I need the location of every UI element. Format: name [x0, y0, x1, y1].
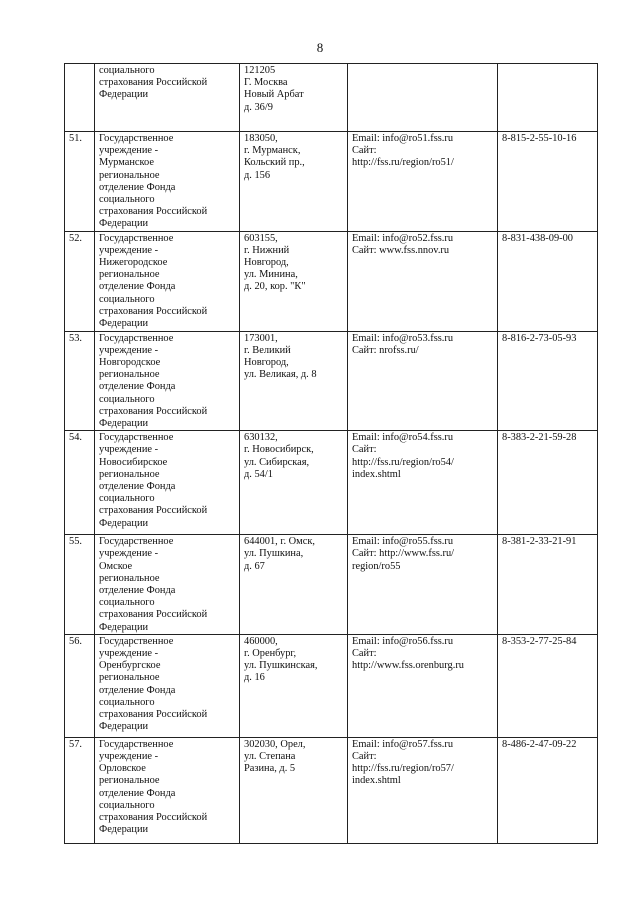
table-row [65, 64, 598, 132]
phone-number: 8-815-2-55-10-16 [498, 132, 598, 232]
organization-name: Государственное учреждение - Оренбургское региональное отделение Фонда социального страхования Российской Федерации [95, 634, 240, 737]
organization-name: Государственное учреждение - Новосибирское региональное отделение Фонда социального страхования Российской Федерации [95, 431, 240, 535]
phone-number: 8-831-438-09-00 [498, 231, 598, 331]
postal-address: 121205 Г. Москва Новый Арбат д. 36/9 [240, 64, 348, 132]
phone-number: 8-816-2-73-05-93 [498, 331, 598, 431]
row-number: 54. [65, 431, 95, 535]
row-number: 57. [65, 737, 95, 843]
table-row [65, 634, 598, 737]
email-and-website: Email: info@ro57.fss.ru Сайт: http://fss.ru/region/ro57/ index.shtml [348, 737, 498, 843]
email-and-website: Email: info@ro52.fss.ru Сайт: www.fss.nnov.ru [348, 231, 498, 331]
phone-number [498, 64, 598, 132]
row-number: 55. [65, 535, 95, 635]
phone-number: 8-383-2-21-59-28 [498, 431, 598, 535]
row-number [65, 64, 95, 132]
phone-number: 8-486-2-47-09-22 [498, 737, 598, 843]
organization-name: Государственное учреждение - Омское региональное отделение Фонда социального страхования Российской Федерации [95, 535, 240, 635]
row-number: 51. [65, 132, 95, 232]
row-number: 56. [65, 634, 95, 737]
table-row [65, 737, 598, 843]
row-number: 53. [65, 331, 95, 431]
row-number: 52. [65, 231, 95, 331]
postal-address: 630132, г. Новосибирск, ул. Сибирская, д. 54/1 [240, 431, 348, 535]
organization-name: социального страхования Российской Федерации [95, 64, 240, 132]
postal-address: 183050, г. Мурманск, Кольский пр., д. 156 [240, 132, 348, 232]
email-and-website: Email: info@ro53.fss.ru Сайт: nrofss.ru/ [348, 331, 498, 431]
phone-number: 8-353-2-77-25-84 [498, 634, 598, 737]
table-row [65, 331, 598, 431]
table-row [65, 231, 598, 331]
email-and-website [348, 64, 498, 132]
email-and-website: Email: info@ro51.fss.ru Сайт: http://fss.ru/region/ro51/ [348, 132, 498, 232]
phone-number: 8-381-2-33-21-91 [498, 535, 598, 635]
postal-address: 173001, г. Великий Новгород, ул. Великая, д. 8 [240, 331, 348, 431]
postal-address: 460000, г. Оренбург, ул. Пушкинская, д. 16 [240, 634, 348, 737]
page-number: 8 [316, 40, 324, 55]
organization-name: Государственное учреждение - Нижегородское региональное отделение Фонда социального страхования Российской Федерации [95, 231, 240, 331]
postal-address: 302030, Орел, ул. Степана Разина, д. 5 [240, 737, 348, 843]
email-and-website: Email: info@ro56.fss.ru Сайт: http://www.fss.orenburg.ru [348, 634, 498, 737]
organization-name: Государственное учреждение - Мурманское региональное отделение Фонда социального страхования Российской Федерации [95, 132, 240, 232]
organization-name: Государственное учреждение - Орловское региональное отделение Фонда социального страхования Российской Федерации [95, 737, 240, 843]
postal-address: 644001, г. Омск, ул. Пушкина, д. 67 [240, 535, 348, 635]
fss-branches-table [64, 63, 598, 844]
table-row [65, 431, 598, 535]
table-row [65, 535, 598, 635]
email-and-website: Email: info@ro55.fss.ru Сайт: http://www.fss.ru/ region/ro55 [348, 535, 498, 635]
email-and-website: Email: info@ro54.fss.ru Сайт: http://fss.ru/region/ro54/ index.shtml [348, 431, 498, 535]
postal-address: 603155, г. Нижний Новгород, ул. Минина, д. 20, кор. "К" [240, 231, 348, 331]
table-row [65, 132, 598, 232]
organization-name: Государственное учреждение - Новгородское региональное отделение Фонда социального страхования Российской Федерации [95, 331, 240, 431]
